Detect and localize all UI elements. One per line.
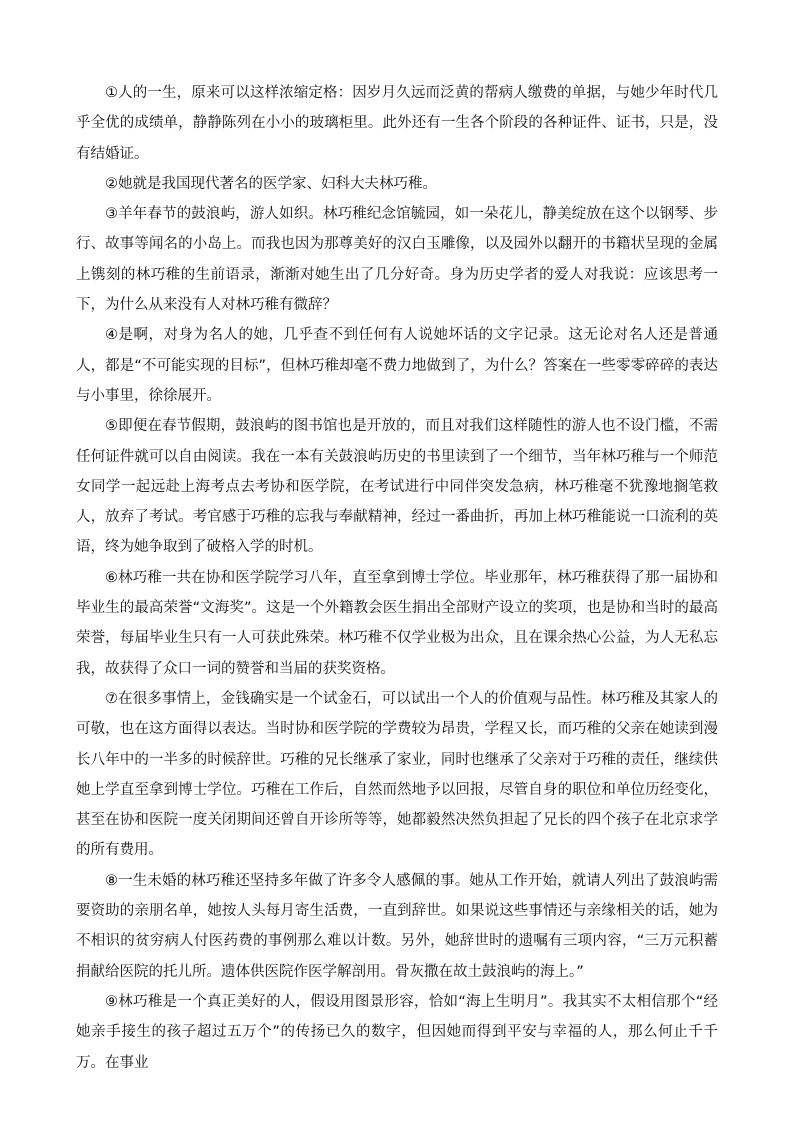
paragraph-7: ⑦在很多事情上，金钱确实是一个试金石，可以试出一个人的价值观与品性。林巧稚及其家人的可敬，也在这方面得以表达。当时协和医学院的学费较为昂贵，学程又长，而巧稚的父亲在她读到漫长八年中的一半多的时候辞世。巧稚的兄长继承了家业，同时也继承了父亲对于巧稚的责任，继续供她上学直至拿到博士学位。巧稚在工作后，自然而然地予以回报，尽管自身的职位和单位历经变化，甚至在协和医院一度关闭期间还曾自开诊所等等，她都毅然决然负担起了兄长的四个孩子在北京求学的所有费用。 [76, 690, 718, 859]
paragraph-9: ⑨林巧稚是一个真正美好的人，假设用图景形容，恰如“海上生明月”。我其实不太相信那个“经她亲手接生的孩子超过五万个”的传扬已久的数字，但因她而得到平安与幸福的人，那么何止千千万。在事业 [76, 993, 718, 1071]
paragraph-5: ⑤即便在春节假期，鼓浪屿的图书馆也是开放的，而且对我们这样随性的游人也不设门槛，不需任何证件就可以自由阅读。我在一本有关鼓浪屿历史的书里读到了一个细节，当年林巧稚与一个师范女同学一起远赴上海考点去考协和医学院，在考试进行中同伴突发急病，林巧稚毫不犹豫地搁笔救人，放弃了考试。考官感于巧稚的忘我与奉献精神，经过一番曲折，再加上林巧稚能说一口流利的英语，终为她争取到了破格入学的时机。 [76, 418, 718, 556]
paragraph-3: ③羊年春节的鼓浪屿，游人如织。林巧稚纪念馆毓园，如一朵花儿，静美绽放在这个以钢琴、步行、故事等闻名的小岛上。而我也因为那尊美好的汉白玉雕像，以及园外以翻开的书籍状呈现的金属上镌刻的林巧稚的生前语录，渐渐对她生出了几分好奇。身为历史学者的爱人对我说：应该思考一下，为什么从来没有人对林巧稚有微辞？ [76, 206, 718, 314]
article-body [76, 78, 718, 1078]
paragraph-8: ⑧一生未婚的林巧稚还坚持多年做了许多令人感佩的事。她从工作开始，就请人列出了鼓浪屿需要资助的亲朋名单，她按人头每月寄生活费，一直到辞世。如果说这些事情还与亲缘相关的话，她为不相识的贫穷病人付医药费的事例那么难以计数。另外，她辞世时的遗嘱有三项内容，“三万元积蓄捐献给医院的托儿所。遗体供医院作医学解剖用。骨灰撒在故土鼓浪屿的海上。” [76, 872, 718, 980]
paragraph-4: ④是啊，对身为名人的她，几乎查不到任何有人说她坏话的文字记录。这无论对名人还是普通人，都是“不可能实现的目标”，但林巧稚却毫不费力地做到了，为什么？答案在一些零零碎碎的表达与小事里，徐徐展开。 [76, 327, 718, 404]
paragraph-6: ⑥林巧稚一共在协和医学院学习八年，直至拿到博士学位。毕业那年，林巧稚获得了那一届协和毕业生的最高荣誉“文海奖”。这是一个外籍教会医生捐出全部财产设立的奖项，也是协和当时的最高荣誉，每届毕业生只有一人可获此殊荣。林巧稚不仅学业极为出众，且在课余热心公益，为人无私忘我，故获得了众口一词的赞誉和当届的获奖资格。 [76, 569, 718, 677]
paragraph-1: ①人的一生，原来可以这样浓缩定格：因岁月久远而泛黄的帮病人缴费的单据，与她少年时代几乎全优的成绩单，静静陈列在小小的玻璃柜里。此外还有一生各个阶段的各种证件、证书，只是，没有结婚证。 [76, 85, 718, 162]
paragraph-2: ②她就是我国现代著名的医学家、妇科大夫林巧稚。 [105, 175, 437, 192]
